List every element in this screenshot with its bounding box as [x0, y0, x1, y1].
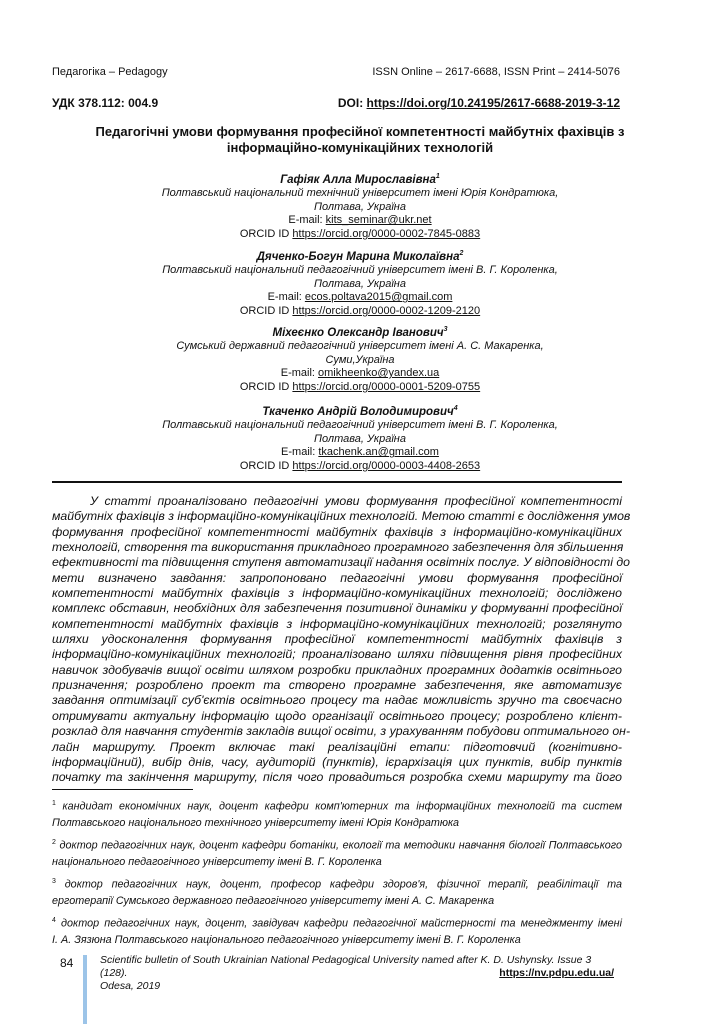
article-title — [40, 124, 680, 156]
abstract-line: У статті проаналізовано педагогічні умови формування професійної компетентності — [90, 494, 622, 508]
journal-citation — [100, 954, 614, 993]
abstract-line: формування професійної компетентності майбутніх фахівців з інформаційно-комунікаційних — [52, 524, 622, 539]
author-block — [100, 402, 620, 473]
footnote-text: І. А. Зязюна Полтавського національного педагогічного університету імені В. Г. Короленка — [52, 933, 521, 946]
abstract-line: компетентності майбутніх фахівців з інформаційно-комунікаційних технологій; розглянуто — [52, 616, 622, 631]
doi — [338, 96, 620, 110]
footnote-text: Полтавського національного технічного університету імені Юрія Кондратюка — [52, 816, 460, 829]
email-label: E-mail: — [267, 291, 305, 304]
orcid-label: ORCID ID — [239, 380, 293, 393]
abstract — [52, 494, 631, 786]
author-name: Міхеєнко Олександр Іванович — [272, 326, 444, 339]
footnote-3 — [52, 874, 622, 909]
title-line-1: Педагогічні умови формування професійної компетентності майбутніх фахівців з — [95, 124, 625, 139]
page-number: 84 — [60, 956, 74, 970]
abstract-line: отримувати актуальну інформацію щодо організації освітнього процесу; розроблено клієнт- — [52, 708, 622, 723]
footnote-text: ерготерапії Сумського державного педагогічного університету імені А. С. Макаренка — [52, 894, 495, 907]
orcid-link[interactable]: https://orcid.org/0000-0001-5209-0755 — [292, 380, 481, 393]
footnote-number: 3 — [52, 878, 56, 885]
footnote-number: 2 — [52, 839, 56, 846]
author-block — [100, 323, 620, 394]
abstract-line: комплекс обставин, необхідних для забезпечення позитивної динаміки у формуванні професійної — [52, 601, 622, 616]
footnote-ref[interactable]: 4 — [453, 405, 458, 412]
doi-link[interactable]: https://doi.org/10.24195/2617-6688-2019-3-12 — [366, 96, 620, 110]
footnote-divider — [52, 789, 193, 790]
author-city: Полтава, Україна — [314, 432, 406, 445]
author-name: Ткаченко Андрій Володимирович — [262, 405, 454, 418]
email-link[interactable]: omikheenko@yandex.ua — [318, 367, 440, 380]
email-link[interactable]: kits_seminar@ukr.net — [325, 214, 432, 227]
abstract-line: навичок здобувачів вищої освіти шляхом розробки прикладних програмних додатків освітнього — [52, 662, 622, 677]
udc: УДК 378.112: 004.9 — [52, 96, 159, 110]
journal-line-1: Scientific bulletin of South Ukrainian National Pedagogical University named after K. D. Ushynsky. Issue 3 (128). — [100, 954, 592, 979]
title-line-2: інформаційно-комунікаційних технологій — [226, 140, 494, 155]
issn: ISSN Online – 2617-6688, ISSN Print – 2414-5076 — [372, 66, 620, 78]
email-link[interactable]: ecos.poltava2015@gmail.com — [304, 291, 453, 304]
author-city: Полтава, Україна — [314, 200, 406, 213]
journal-section: Педагогіка – Pedagogy — [52, 66, 168, 78]
footnote-text: доктор педагогічних наук, доцент кафедри ботаніки, екології та методики навчання біології Полтавського — [59, 839, 622, 852]
author-affiliation: Полтавський національний педагогічний університет імені В. Г. Короленка, — [162, 264, 558, 277]
orcid-link[interactable]: https://orcid.org/0000-0002-1209-2120 — [292, 304, 481, 317]
orcid-link[interactable]: https://orcid.org/0000-0002-7845-0883 — [292, 227, 481, 240]
abstract-line: компетентності майбутніх фахівців з інформаційно-комунікаційних технологій; досліджено — [52, 586, 622, 601]
journal-line-2: Odesa, 2019 — [100, 980, 161, 992]
author-block — [100, 170, 620, 241]
author-affiliation: Полтавський національний педагогічний університет імені В. Г. Короленка, — [162, 419, 558, 432]
footnote-ref[interactable]: 1 — [435, 173, 440, 180]
orcid-label: ORCID ID — [239, 227, 293, 240]
footnote-number: 4 — [52, 917, 56, 924]
orcid-label: ORCID ID — [239, 304, 293, 317]
author-name: Гафіяк Алла Мирославівна — [280, 173, 436, 186]
author-affiliation: Сумський державний педагогічний університет імені А. С. Макаренка, — [176, 340, 544, 353]
abstract-line: лайн маршруту. Проект включає такі реалізаційні етапи: підготовчий (когнітивно- — [52, 739, 622, 754]
footnote-text: національного педагогічного університету імені В. Г. Короленка — [52, 855, 382, 868]
footnote-text: доктор педагогічних наук, доцент, завідувач кафедри педагогічної майстерності та менеджменту імені — [61, 917, 623, 930]
orcid-label: ORCID ID — [239, 459, 293, 472]
abstract-line: призначення; розроблено проект та створено програмне забезпечення, яке автоматизує — [52, 678, 622, 693]
abstract-line: інформаційно-комунікаційних технологій; проаналізовано шляхи підвищення рівня професійних — [52, 647, 622, 662]
abstract-line: технологій, створення та використання прикладного програмного забезпечення для збільшення — [52, 540, 624, 555]
footnote-ref[interactable]: 3 — [443, 326, 448, 333]
abstract-line: мети визначено завдання: запропоновано педагогічні умови формування професійної — [52, 570, 622, 585]
email-link[interactable]: tkachenk.an@gmail.com — [318, 446, 439, 459]
footnote-1 — [52, 796, 622, 831]
abstract-line: майбутніх фахівців з інформаційно-комунікаційних технологій. Метою статті є дослідження умов — [52, 509, 631, 524]
abstract-line: початку та закінчення маршруту, після чого провадиться розробка схеми маршруту та його — [52, 770, 622, 785]
footnote-text: кандидат економічних наук, доцент кафедри комп'ютерних та інформаційних технологій та систем — [62, 800, 622, 813]
orcid-link[interactable]: https://orcid.org/0000-0003-4408-2653 — [292, 459, 481, 472]
author-city: Суми,Україна — [325, 353, 395, 366]
abstract-line: ефективності та підвищення ступеня автоматизації надання освітніх послуг. У відповідності до — [52, 555, 631, 570]
journal-site-link[interactable]: https://nv.pdpu.edu.ua/ — [499, 967, 614, 979]
email-label: E-mail: — [281, 446, 319, 459]
footer-accent-bar — [83, 955, 87, 1024]
author-block — [100, 247, 620, 318]
abstract-line: розклад для навчання студентів закладів вищої освіти, з урахуванням побудови оптимального он- — [52, 724, 631, 739]
email-label: E-mail: — [288, 214, 326, 227]
abstract-divider — [52, 481, 622, 483]
email-label: E-mail: — [280, 367, 319, 380]
abstract-line: завдання оптимізації суб'єктів освітнього процесу та надає можливість зручно та своєчасно — [52, 693, 622, 708]
author-name: Дяченко-Богун Марина Миколаївна — [256, 250, 460, 263]
footnote-number: 1 — [52, 800, 56, 807]
abstract-line: шляхи удосконалення формування професійної компетентності майбутніх фахівців з — [52, 632, 622, 647]
footnote-2 — [52, 835, 622, 870]
footnote-4 — [52, 913, 622, 948]
author-city: Полтава, Україна — [314, 277, 406, 290]
doi-label: DOI: — [337, 96, 367, 110]
abstract-line: інформаційний), вибір днів, часу, аудиторій (пунктів), ієрархізація цих пунктів, вибір пунктів — [52, 754, 622, 769]
author-affiliation: Полтавський національний технічний університет імені Юрія Кондратюка, — [161, 187, 559, 200]
footnote-ref[interactable]: 2 — [459, 250, 464, 257]
footnote-text: доктор педагогічних наук, доцент, професор кафедри здоров'я, фізичної терапії, реабілітації та — [64, 878, 622, 891]
